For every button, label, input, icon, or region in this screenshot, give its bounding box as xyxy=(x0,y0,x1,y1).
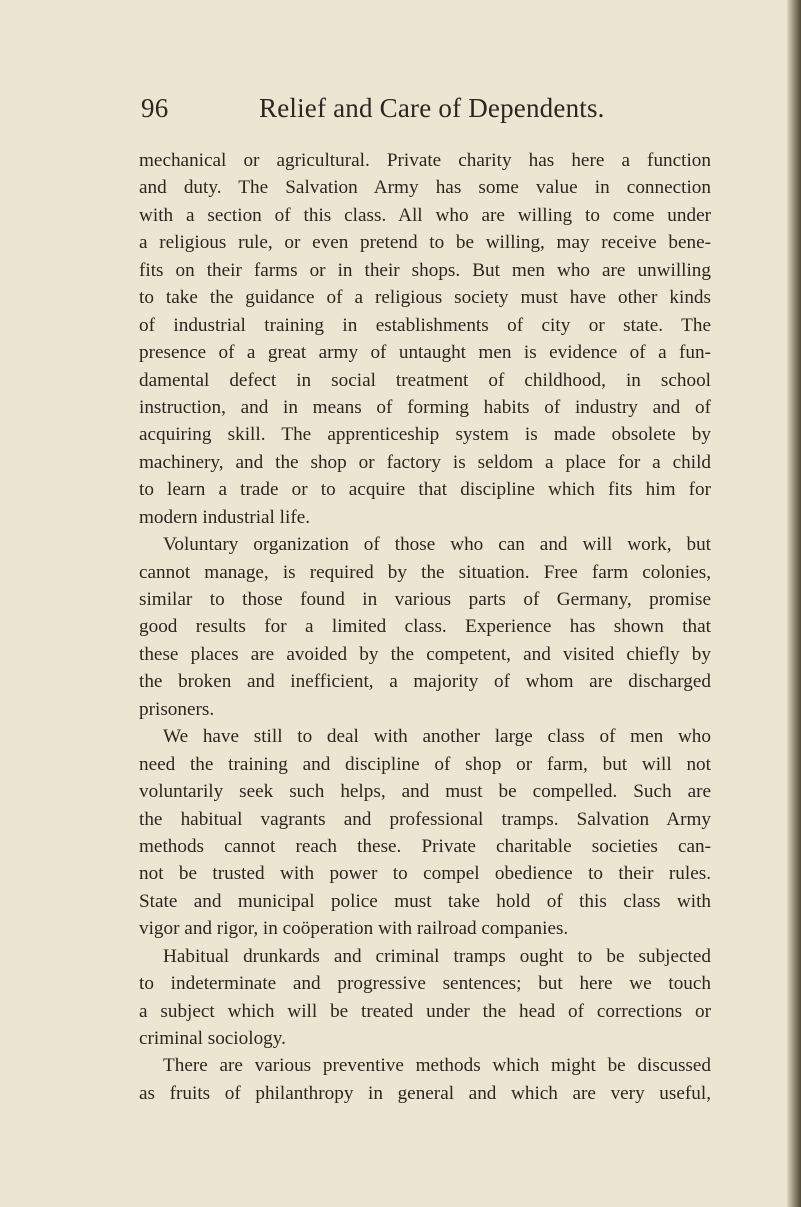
text-line: the habitual vagrants and professional tramps. Salvation Army xyxy=(139,808,711,830)
text-line: to take the guidance of a religious society must have other kinds xyxy=(139,287,711,309)
text-line: Habitual drunkards and criminal tramps ought to be subjected xyxy=(163,945,711,967)
text-line: modern industrial life. xyxy=(139,506,311,528)
text-line: damental defect in social treatment of childhood, in school xyxy=(139,369,711,391)
text-line: the broken and inefficient, a majority of whom are discharged xyxy=(139,671,711,693)
text-line: of industrial training in establishments of city or state. The xyxy=(139,314,711,336)
running-title: Relief and Care of Dependents. xyxy=(259,93,605,123)
text-line: similar to those found in various parts of Germany, promise xyxy=(139,589,711,610)
text-line: these places are avoided by the competent, and visited chiefly by xyxy=(139,643,711,665)
text-line: to learn a trade or to acquire that discipline which fits him for xyxy=(139,479,711,501)
text-line: Voluntary organization of those who can and will work, but xyxy=(163,534,711,556)
text-line: presence of a great army of untaught men is evidence of a fun- xyxy=(139,342,711,364)
text-line: voluntarily seek such helps, and must be compelled. Such are xyxy=(139,781,711,803)
text-line: with a section of this class. All who are willing to come under xyxy=(139,204,711,226)
text-line: instruction, and in means of forming habits of industry and of xyxy=(139,396,711,418)
text-line: There are various preventive methods which might be discussed xyxy=(163,1055,711,1077)
text-line: fits on their farms or in their shops. But men who are unwilling xyxy=(139,259,711,281)
text-line: mechanical or agricultural. Private charity has here a function xyxy=(139,150,711,171)
text-line: acquiring skill. The apprenticeship system is made obsolete by xyxy=(139,424,711,446)
text-line: a religious rule, or even pretend to be willing, may receive bene- xyxy=(139,232,711,254)
text-line: vigor and rigor, in coöperation with railroad companies. xyxy=(139,918,569,940)
text-line: good results for a limited class. Experience has shown that xyxy=(139,616,711,638)
text-line: prisoners. xyxy=(139,698,215,720)
text-line: and duty. The Salvation Army has some value in connection xyxy=(139,177,711,199)
text-line: methods cannot reach these. Private charitable societies can- xyxy=(139,835,711,857)
page-edge-shadow xyxy=(787,0,801,1207)
text-line: need the training and discipline of shop or farm, but will not xyxy=(139,753,711,775)
text-line: as fruits of philanthropy in general and which are very useful, xyxy=(139,1082,711,1104)
page-header xyxy=(141,93,611,133)
body-text xyxy=(139,147,711,1107)
text-line: a subject which will be treated under the head of corrections or xyxy=(139,1000,711,1022)
page-number: 96 xyxy=(141,93,169,123)
text-line: to indeterminate and progressive sentences; but here we touch xyxy=(139,973,711,995)
text-line: State and municipal police must take hold of this class with xyxy=(139,890,711,912)
text-line: not be trusted with power to compel obedience to their rules. xyxy=(139,863,711,885)
text-line: criminal sociology. xyxy=(139,1028,286,1049)
text-line: cannot manage, is required by the situation. Free farm colonies, xyxy=(139,561,711,583)
text-line: machinery, and the shop or factory is seldom a place for a child xyxy=(139,451,711,473)
text-line: We have still to deal with another large class of men who xyxy=(163,726,711,748)
